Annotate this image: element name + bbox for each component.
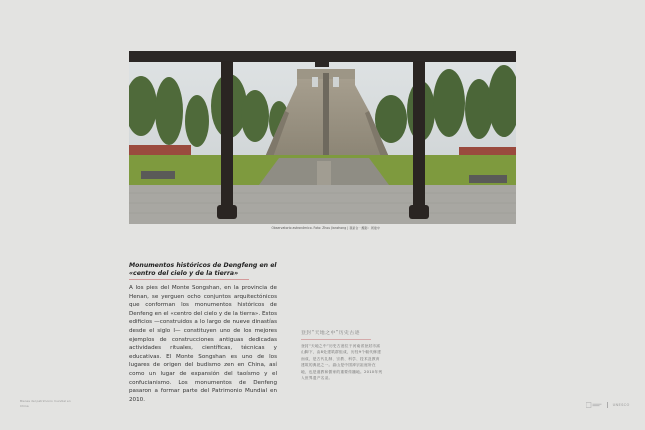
chinese-title-divider	[301, 339, 371, 340]
photo-caption	[129, 227, 516, 230]
article-title: Monumentos históricos de Dengfeng en el «centro del cielo y de la tierra»	[129, 262, 277, 277]
logo-separator	[607, 402, 608, 408]
photo-illustration	[129, 51, 516, 224]
footer-section-label: Bienes del patrimonio mundial en China	[20, 399, 71, 408]
article-body: A los pies del Monte Songshan, en la provincia de Henan, se yerguen ocho conjuntos arquitectónicos que conforman los monumentos históricos de Denfeng en el «centro del cielo y de la tierra». Estos edificios —construidos a lo largo de nueve dinastías desde el siglo I— constituyen uno de los mejores ejemplos de construcciones antiguas dedicadas actividades rituales, científicas, técnicas y educativas. El Monte Songshan es uno de los lugares de origen del budismo zen en China, así como un lugar de expansión del taoísmo y el confucianismo. Los monumentos de Denfeng pasaron a formar parte del Patrimonio Mundial en 2010.	[129, 285, 277, 403]
unesco-logo: UNESCO	[612, 403, 630, 407]
observatory-photo	[129, 51, 516, 224]
chinese-body: 登封“天地之中”历史古迹位于河南省登封市嵩山脚下，由8处建筑群组成，历经9个朝代修建而成，是古代礼制、宗教、科学、技术及教育建筑的典范之一。嵩山是中国禅宗祖庭所在地，也是道教和儒家的重要传播地。2010年列入世界遗产名录。	[301, 344, 383, 381]
photo-caption-text: Observatorio astronómico. Foto: Zhou Jianzhong | 观星台 · 摄影：周建中	[271, 226, 380, 230]
title-divider	[129, 279, 249, 280]
publisher-logo-icon	[586, 402, 602, 408]
chinese-title: 登封“天地之中”历史古迹	[301, 331, 360, 336]
footer-logos	[586, 402, 630, 408]
